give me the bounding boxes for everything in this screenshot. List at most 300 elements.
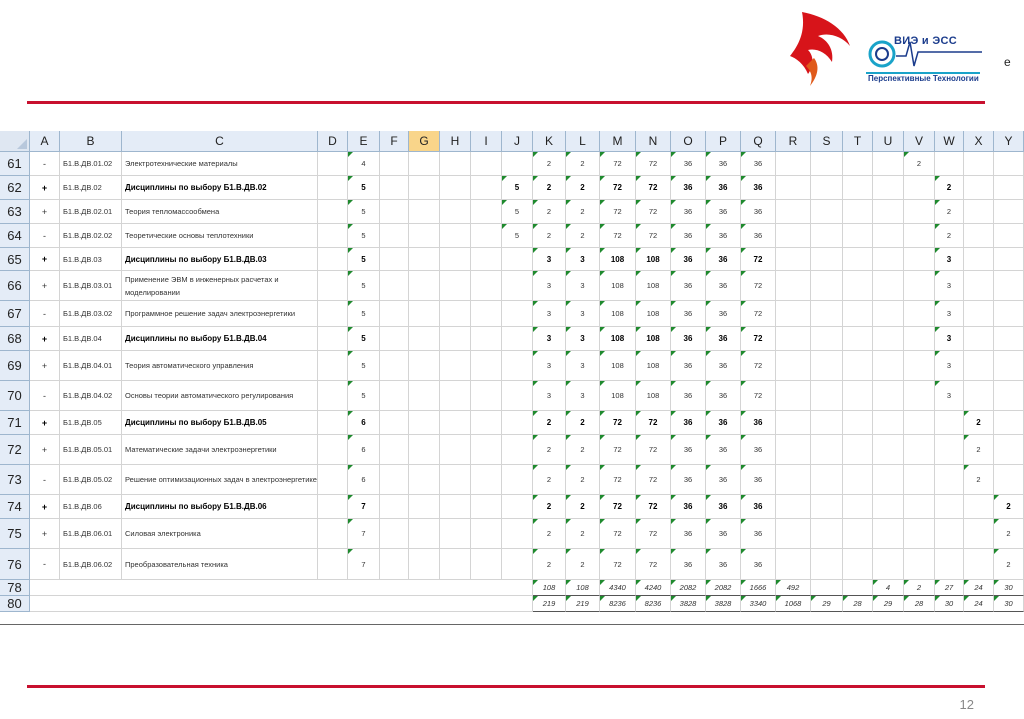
- cell-c[interactable]: Математические задачи электроэнергетики: [122, 435, 318, 465]
- cell-m[interactable]: 108: [600, 271, 636, 301]
- cell-b[interactable]: Б1.В.ДВ.02.01: [60, 200, 122, 224]
- cell-a[interactable]: +: [30, 327, 60, 351]
- cell-g[interactable]: [409, 549, 440, 580]
- cell-j[interactable]: 5: [502, 200, 533, 224]
- column-header-s[interactable]: S: [811, 131, 843, 152]
- cell-k[interactable]: 2: [533, 176, 566, 200]
- cell-j[interactable]: [502, 248, 533, 271]
- cell-q[interactable]: 36: [741, 224, 776, 248]
- cell-s[interactable]: [811, 435, 843, 465]
- cell-x[interactable]: 2: [964, 465, 994, 495]
- cell-u[interactable]: [873, 465, 904, 495]
- cell-x[interactable]: [964, 495, 994, 519]
- cell-x[interactable]: [964, 271, 994, 301]
- cell-l[interactable]: 2: [566, 435, 600, 465]
- cell-y[interactable]: [994, 248, 1024, 271]
- cell-b[interactable]: Б1.В.ДВ.05: [60, 411, 122, 435]
- cell-q[interactable]: 36: [741, 200, 776, 224]
- column-header-i[interactable]: I: [471, 131, 502, 152]
- cell-v[interactable]: [904, 200, 935, 224]
- cell-o[interactable]: 36: [671, 176, 706, 200]
- cell-y[interactable]: [994, 224, 1024, 248]
- column-header-r[interactable]: R: [776, 131, 811, 152]
- cell-s[interactable]: [811, 465, 843, 495]
- cell-e[interactable]: 6: [348, 411, 380, 435]
- cell-x[interactable]: [964, 152, 994, 176]
- cell-s[interactable]: [811, 495, 843, 519]
- cell-k[interactable]: 2: [533, 495, 566, 519]
- cell-a[interactable]: +: [30, 435, 60, 465]
- cell-t[interactable]: [843, 465, 873, 495]
- cell-h[interactable]: [440, 519, 471, 549]
- cell-g[interactable]: [409, 351, 440, 381]
- cell-y[interactable]: 2: [994, 519, 1024, 549]
- cell-q[interactable]: 36: [741, 549, 776, 580]
- cell-m[interactable]: 72: [600, 152, 636, 176]
- cell-g[interactable]: [409, 495, 440, 519]
- cell-w[interactable]: [935, 549, 964, 580]
- cell-x[interactable]: [964, 381, 994, 411]
- cell-c[interactable]: Теория тепломассообмена: [122, 200, 318, 224]
- cell-u[interactable]: [873, 176, 904, 200]
- totals-label-cell[interactable]: [30, 596, 533, 612]
- cell-e[interactable]: 5: [348, 200, 380, 224]
- cell-g[interactable]: [409, 152, 440, 176]
- cell-r[interactable]: [776, 435, 811, 465]
- cell-d[interactable]: [318, 224, 348, 248]
- cell-r[interactable]: 1068: [776, 596, 811, 612]
- cell-j[interactable]: [502, 271, 533, 301]
- cell-s[interactable]: [811, 327, 843, 351]
- column-header-n[interactable]: N: [636, 131, 671, 152]
- cell-a[interactable]: -: [30, 301, 60, 327]
- cell-m[interactable]: 72: [600, 224, 636, 248]
- cell-o[interactable]: 36: [671, 435, 706, 465]
- cell-i[interactable]: [471, 381, 502, 411]
- cell-b[interactable]: Б1.В.ДВ.03.01: [60, 271, 122, 301]
- cell-w[interactable]: 2: [935, 200, 964, 224]
- cell-v[interactable]: [904, 519, 935, 549]
- cell-v[interactable]: [904, 248, 935, 271]
- cell-k[interactable]: 2: [533, 549, 566, 580]
- cell-u[interactable]: [873, 152, 904, 176]
- cell-w[interactable]: 3: [935, 301, 964, 327]
- cell-n[interactable]: 108: [636, 351, 671, 381]
- cell-u[interactable]: [873, 327, 904, 351]
- spreadsheet[interactable]: [0, 131, 1024, 625]
- cell-k[interactable]: 108: [533, 580, 566, 596]
- cell-i[interactable]: [471, 176, 502, 200]
- cell-i[interactable]: [471, 495, 502, 519]
- cell-l[interactable]: 2: [566, 152, 600, 176]
- cell-t[interactable]: 28: [843, 596, 873, 612]
- cell-v[interactable]: 28: [904, 596, 935, 612]
- cell-a[interactable]: +: [30, 495, 60, 519]
- cell-o[interactable]: 36: [671, 152, 706, 176]
- cell-o[interactable]: 36: [671, 381, 706, 411]
- cell-s[interactable]: [811, 580, 843, 596]
- cell-d[interactable]: [318, 152, 348, 176]
- cell-e[interactable]: 6: [348, 435, 380, 465]
- cell-r[interactable]: [776, 495, 811, 519]
- cell-i[interactable]: [471, 224, 502, 248]
- column-header-m[interactable]: M: [600, 131, 636, 152]
- cell-b[interactable]: Б1.В.ДВ.03: [60, 248, 122, 271]
- cell-m[interactable]: 72: [600, 519, 636, 549]
- cell-y[interactable]: [994, 271, 1024, 301]
- cell-d[interactable]: [318, 519, 348, 549]
- cell-u[interactable]: 29: [873, 596, 904, 612]
- cell-o[interactable]: 36: [671, 549, 706, 580]
- row-header[interactable]: 63: [0, 200, 30, 224]
- cell-f[interactable]: [380, 351, 409, 381]
- cell-u[interactable]: [873, 224, 904, 248]
- cell-u[interactable]: 4: [873, 580, 904, 596]
- cell-d[interactable]: [318, 271, 348, 301]
- cell-b[interactable]: Б1.В.ДВ.05.01: [60, 435, 122, 465]
- column-header-f[interactable]: F: [380, 131, 409, 152]
- cell-t[interactable]: [843, 411, 873, 435]
- cell-x[interactable]: [964, 519, 994, 549]
- cell-m[interactable]: 108: [600, 351, 636, 381]
- cell-h[interactable]: [440, 435, 471, 465]
- cell-i[interactable]: [471, 248, 502, 271]
- cell-h[interactable]: [440, 381, 471, 411]
- cell-u[interactable]: [873, 271, 904, 301]
- cell-h[interactable]: [440, 301, 471, 327]
- cell-q[interactable]: 36: [741, 519, 776, 549]
- cell-r[interactable]: [776, 224, 811, 248]
- cell-e[interactable]: 5: [348, 271, 380, 301]
- cell-v[interactable]: [904, 327, 935, 351]
- cell-y[interactable]: [994, 327, 1024, 351]
- cell-g[interactable]: [409, 200, 440, 224]
- cell-o[interactable]: 36: [671, 327, 706, 351]
- cell-d[interactable]: [318, 301, 348, 327]
- cell-t[interactable]: [843, 549, 873, 580]
- cell-r[interactable]: [776, 152, 811, 176]
- cell-b[interactable]: Б1.В.ДВ.04.02: [60, 381, 122, 411]
- cell-x[interactable]: [964, 301, 994, 327]
- cell-i[interactable]: [471, 327, 502, 351]
- column-header-k[interactable]: K: [533, 131, 566, 152]
- cell-r[interactable]: [776, 200, 811, 224]
- cell-m[interactable]: 108: [600, 381, 636, 411]
- cell-f[interactable]: [380, 200, 409, 224]
- select-all-corner[interactable]: [0, 131, 30, 152]
- cell-e[interactable]: 7: [348, 495, 380, 519]
- cell-g[interactable]: [409, 271, 440, 301]
- column-header-e[interactable]: E: [348, 131, 380, 152]
- cell-n[interactable]: 72: [636, 152, 671, 176]
- cell-j[interactable]: 5: [502, 176, 533, 200]
- cell-s[interactable]: [811, 248, 843, 271]
- cell-y[interactable]: [994, 200, 1024, 224]
- cell-c[interactable]: Решение оптимизационных задач в электроэнергетике: [122, 465, 318, 495]
- column-header-g[interactable]: G: [409, 131, 440, 152]
- cell-n[interactable]: 72: [636, 200, 671, 224]
- cell-g[interactable]: [409, 327, 440, 351]
- cell-h[interactable]: [440, 495, 471, 519]
- cell-y[interactable]: 2: [994, 549, 1024, 580]
- cell-o[interactable]: 3828: [671, 596, 706, 612]
- cell-v[interactable]: [904, 435, 935, 465]
- cell-c[interactable]: Программное решение задач электроэнергетики: [122, 301, 318, 327]
- cell-f[interactable]: [380, 248, 409, 271]
- cell-r[interactable]: [776, 176, 811, 200]
- cell-n[interactable]: 108: [636, 248, 671, 271]
- cell-c[interactable]: Дисциплины по выбору Б1.В.ДВ.03: [122, 248, 318, 271]
- cell-p[interactable]: 36: [706, 224, 741, 248]
- cell-t[interactable]: [843, 381, 873, 411]
- cell-q[interactable]: 1666: [741, 580, 776, 596]
- cell-l[interactable]: 2: [566, 495, 600, 519]
- cell-w[interactable]: [935, 411, 964, 435]
- cell-p[interactable]: 3828: [706, 596, 741, 612]
- cell-y[interactable]: [994, 152, 1024, 176]
- cell-x[interactable]: [964, 224, 994, 248]
- row-header[interactable]: 75: [0, 519, 30, 549]
- cell-f[interactable]: [380, 224, 409, 248]
- cell-h[interactable]: [440, 465, 471, 495]
- row-header[interactable]: 74: [0, 495, 30, 519]
- cell-k[interactable]: 2: [533, 465, 566, 495]
- cell-q[interactable]: 72: [741, 271, 776, 301]
- cell-k[interactable]: 3: [533, 351, 566, 381]
- cell-n[interactable]: 72: [636, 411, 671, 435]
- row-header[interactable]: 66: [0, 271, 30, 301]
- cell-m[interactable]: 8236: [600, 596, 636, 612]
- cell-u[interactable]: [873, 248, 904, 271]
- cell-e[interactable]: 5: [348, 224, 380, 248]
- cell-p[interactable]: 36: [706, 381, 741, 411]
- cell-f[interactable]: [380, 519, 409, 549]
- cell-n[interactable]: 72: [636, 519, 671, 549]
- column-header-x[interactable]: X: [964, 131, 994, 152]
- cell-w[interactable]: [935, 435, 964, 465]
- cell-q[interactable]: 72: [741, 301, 776, 327]
- column-header-q[interactable]: Q: [741, 131, 776, 152]
- cell-m[interactable]: 72: [600, 200, 636, 224]
- cell-d[interactable]: [318, 465, 348, 495]
- cell-i[interactable]: [471, 435, 502, 465]
- cell-a[interactable]: -: [30, 152, 60, 176]
- cell-u[interactable]: [873, 435, 904, 465]
- cell-h[interactable]: [440, 411, 471, 435]
- cell-t[interactable]: [843, 176, 873, 200]
- cell-o[interactable]: 36: [671, 301, 706, 327]
- cell-d[interactable]: [318, 435, 348, 465]
- cell-j[interactable]: [502, 152, 533, 176]
- cell-k[interactable]: 2: [533, 152, 566, 176]
- cell-i[interactable]: [471, 200, 502, 224]
- cell-h[interactable]: [440, 248, 471, 271]
- cell-p[interactable]: 36: [706, 176, 741, 200]
- cell-i[interactable]: [471, 271, 502, 301]
- cell-q[interactable]: 72: [741, 327, 776, 351]
- cell-o[interactable]: 36: [671, 271, 706, 301]
- cell-i[interactable]: [471, 519, 502, 549]
- cell-b[interactable]: Б1.В.ДВ.06.02: [60, 549, 122, 580]
- cell-a[interactable]: +: [30, 411, 60, 435]
- cell-s[interactable]: [811, 411, 843, 435]
- cell-l[interactable]: 2: [566, 549, 600, 580]
- cell-v[interactable]: [904, 176, 935, 200]
- cell-q[interactable]: 36: [741, 411, 776, 435]
- cell-a[interactable]: -: [30, 381, 60, 411]
- cell-j[interactable]: [502, 381, 533, 411]
- cell-t[interactable]: [843, 200, 873, 224]
- cell-n[interactable]: 4240: [636, 580, 671, 596]
- cell-o[interactable]: 36: [671, 411, 706, 435]
- cell-w[interactable]: [935, 152, 964, 176]
- cell-j[interactable]: [502, 549, 533, 580]
- cell-f[interactable]: [380, 271, 409, 301]
- cell-k[interactable]: 3: [533, 271, 566, 301]
- row-header[interactable]: 64: [0, 224, 30, 248]
- column-header-t[interactable]: T: [843, 131, 873, 152]
- cell-l[interactable]: 2: [566, 176, 600, 200]
- cell-y[interactable]: [994, 301, 1024, 327]
- cell-r[interactable]: [776, 411, 811, 435]
- column-header-o[interactable]: O: [671, 131, 706, 152]
- cell-d[interactable]: [318, 248, 348, 271]
- cell-q[interactable]: 72: [741, 248, 776, 271]
- cell-v[interactable]: [904, 465, 935, 495]
- cell-x[interactable]: [964, 327, 994, 351]
- cell-t[interactable]: [843, 327, 873, 351]
- cell-c[interactable]: Дисциплины по выбору Б1.В.ДВ.04: [122, 327, 318, 351]
- cell-e[interactable]: 7: [348, 549, 380, 580]
- cell-h[interactable]: [440, 176, 471, 200]
- cell-y[interactable]: [994, 465, 1024, 495]
- cell-l[interactable]: 2: [566, 411, 600, 435]
- cell-t[interactable]: [843, 248, 873, 271]
- cell-q[interactable]: 72: [741, 351, 776, 381]
- cell-w[interactable]: 30: [935, 596, 964, 612]
- cell-a[interactable]: +: [30, 351, 60, 381]
- cell-v[interactable]: [904, 381, 935, 411]
- cell-c[interactable]: Дисциплины по выбору Б1.В.ДВ.06: [122, 495, 318, 519]
- cell-u[interactable]: [873, 519, 904, 549]
- cell-b[interactable]: Б1.В.ДВ.03.02: [60, 301, 122, 327]
- cell-u[interactable]: [873, 411, 904, 435]
- cell-i[interactable]: [471, 152, 502, 176]
- cell-q[interactable]: 36: [741, 435, 776, 465]
- cell-k[interactable]: 219: [533, 596, 566, 612]
- cell-n[interactable]: 72: [636, 465, 671, 495]
- cell-h[interactable]: [440, 351, 471, 381]
- cell-t[interactable]: [843, 301, 873, 327]
- cell-j[interactable]: [502, 301, 533, 327]
- row-header[interactable]: 70: [0, 381, 30, 411]
- cell-n[interactable]: 108: [636, 327, 671, 351]
- cell-p[interactable]: 36: [706, 465, 741, 495]
- row-header[interactable]: 65: [0, 248, 30, 271]
- cell-o[interactable]: 36: [671, 495, 706, 519]
- column-header-v[interactable]: V: [904, 131, 935, 152]
- column-header-d[interactable]: D: [318, 131, 348, 152]
- cell-p[interactable]: 36: [706, 301, 741, 327]
- cell-d[interactable]: [318, 200, 348, 224]
- column-header-b[interactable]: B: [60, 131, 122, 152]
- cell-k[interactable]: 3: [533, 381, 566, 411]
- cell-v[interactable]: [904, 301, 935, 327]
- cell-j[interactable]: [502, 411, 533, 435]
- cell-c[interactable]: Дисциплины по выбору Б1.В.ДВ.05: [122, 411, 318, 435]
- cell-k[interactable]: 3: [533, 301, 566, 327]
- cell-l[interactable]: 2: [566, 465, 600, 495]
- row-header[interactable]: 62: [0, 176, 30, 200]
- cell-o[interactable]: 36: [671, 351, 706, 381]
- cell-w[interactable]: 2: [935, 224, 964, 248]
- cell-e[interactable]: 5: [348, 381, 380, 411]
- cell-j[interactable]: 5: [502, 224, 533, 248]
- row-header[interactable]: 78: [0, 580, 30, 596]
- cell-y[interactable]: 2: [994, 495, 1024, 519]
- cell-l[interactable]: 2: [566, 519, 600, 549]
- cell-o[interactable]: 36: [671, 519, 706, 549]
- column-header-u[interactable]: U: [873, 131, 904, 152]
- cell-b[interactable]: Б1.В.ДВ.06.01: [60, 519, 122, 549]
- cell-a[interactable]: -: [30, 549, 60, 580]
- cell-r[interactable]: [776, 465, 811, 495]
- cell-u[interactable]: [873, 549, 904, 580]
- cell-t[interactable]: [843, 224, 873, 248]
- cell-v[interactable]: [904, 411, 935, 435]
- cell-l[interactable]: 3: [566, 301, 600, 327]
- cell-r[interactable]: [776, 248, 811, 271]
- totals-label-cell[interactable]: [30, 580, 533, 596]
- cell-r[interactable]: [776, 327, 811, 351]
- cell-w[interactable]: 2: [935, 176, 964, 200]
- cell-t[interactable]: [843, 580, 873, 596]
- cell-f[interactable]: [380, 465, 409, 495]
- cell-u[interactable]: [873, 381, 904, 411]
- cell-w[interactable]: 3: [935, 327, 964, 351]
- cell-b[interactable]: Б1.В.ДВ.02: [60, 176, 122, 200]
- cell-f[interactable]: [380, 435, 409, 465]
- cell-l[interactable]: 3: [566, 351, 600, 381]
- cell-d[interactable]: [318, 411, 348, 435]
- cell-b[interactable]: Б1.В.ДВ.02.02: [60, 224, 122, 248]
- cell-a[interactable]: +: [30, 176, 60, 200]
- cell-m[interactable]: 108: [600, 301, 636, 327]
- cell-m[interactable]: 4340: [600, 580, 636, 596]
- row-header[interactable]: 61: [0, 152, 30, 176]
- cell-g[interactable]: [409, 411, 440, 435]
- cell-j[interactable]: [502, 519, 533, 549]
- cell-n[interactable]: 72: [636, 224, 671, 248]
- cell-l[interactable]: 3: [566, 248, 600, 271]
- cell-l[interactable]: 2: [566, 224, 600, 248]
- cell-j[interactable]: [502, 465, 533, 495]
- cell-u[interactable]: [873, 200, 904, 224]
- cell-x[interactable]: [964, 549, 994, 580]
- cell-d[interactable]: [318, 495, 348, 519]
- cell-n[interactable]: 72: [636, 176, 671, 200]
- cell-c[interactable]: Теоретические основы теплотехники: [122, 224, 318, 248]
- row-header[interactable]: 71: [0, 411, 30, 435]
- cell-d[interactable]: [318, 327, 348, 351]
- cell-l[interactable]: 3: [566, 381, 600, 411]
- cell-w[interactable]: 3: [935, 381, 964, 411]
- cell-i[interactable]: [471, 465, 502, 495]
- cell-f[interactable]: [380, 301, 409, 327]
- cell-d[interactable]: [318, 351, 348, 381]
- cell-x[interactable]: 24: [964, 596, 994, 612]
- column-header-h[interactable]: H: [440, 131, 471, 152]
